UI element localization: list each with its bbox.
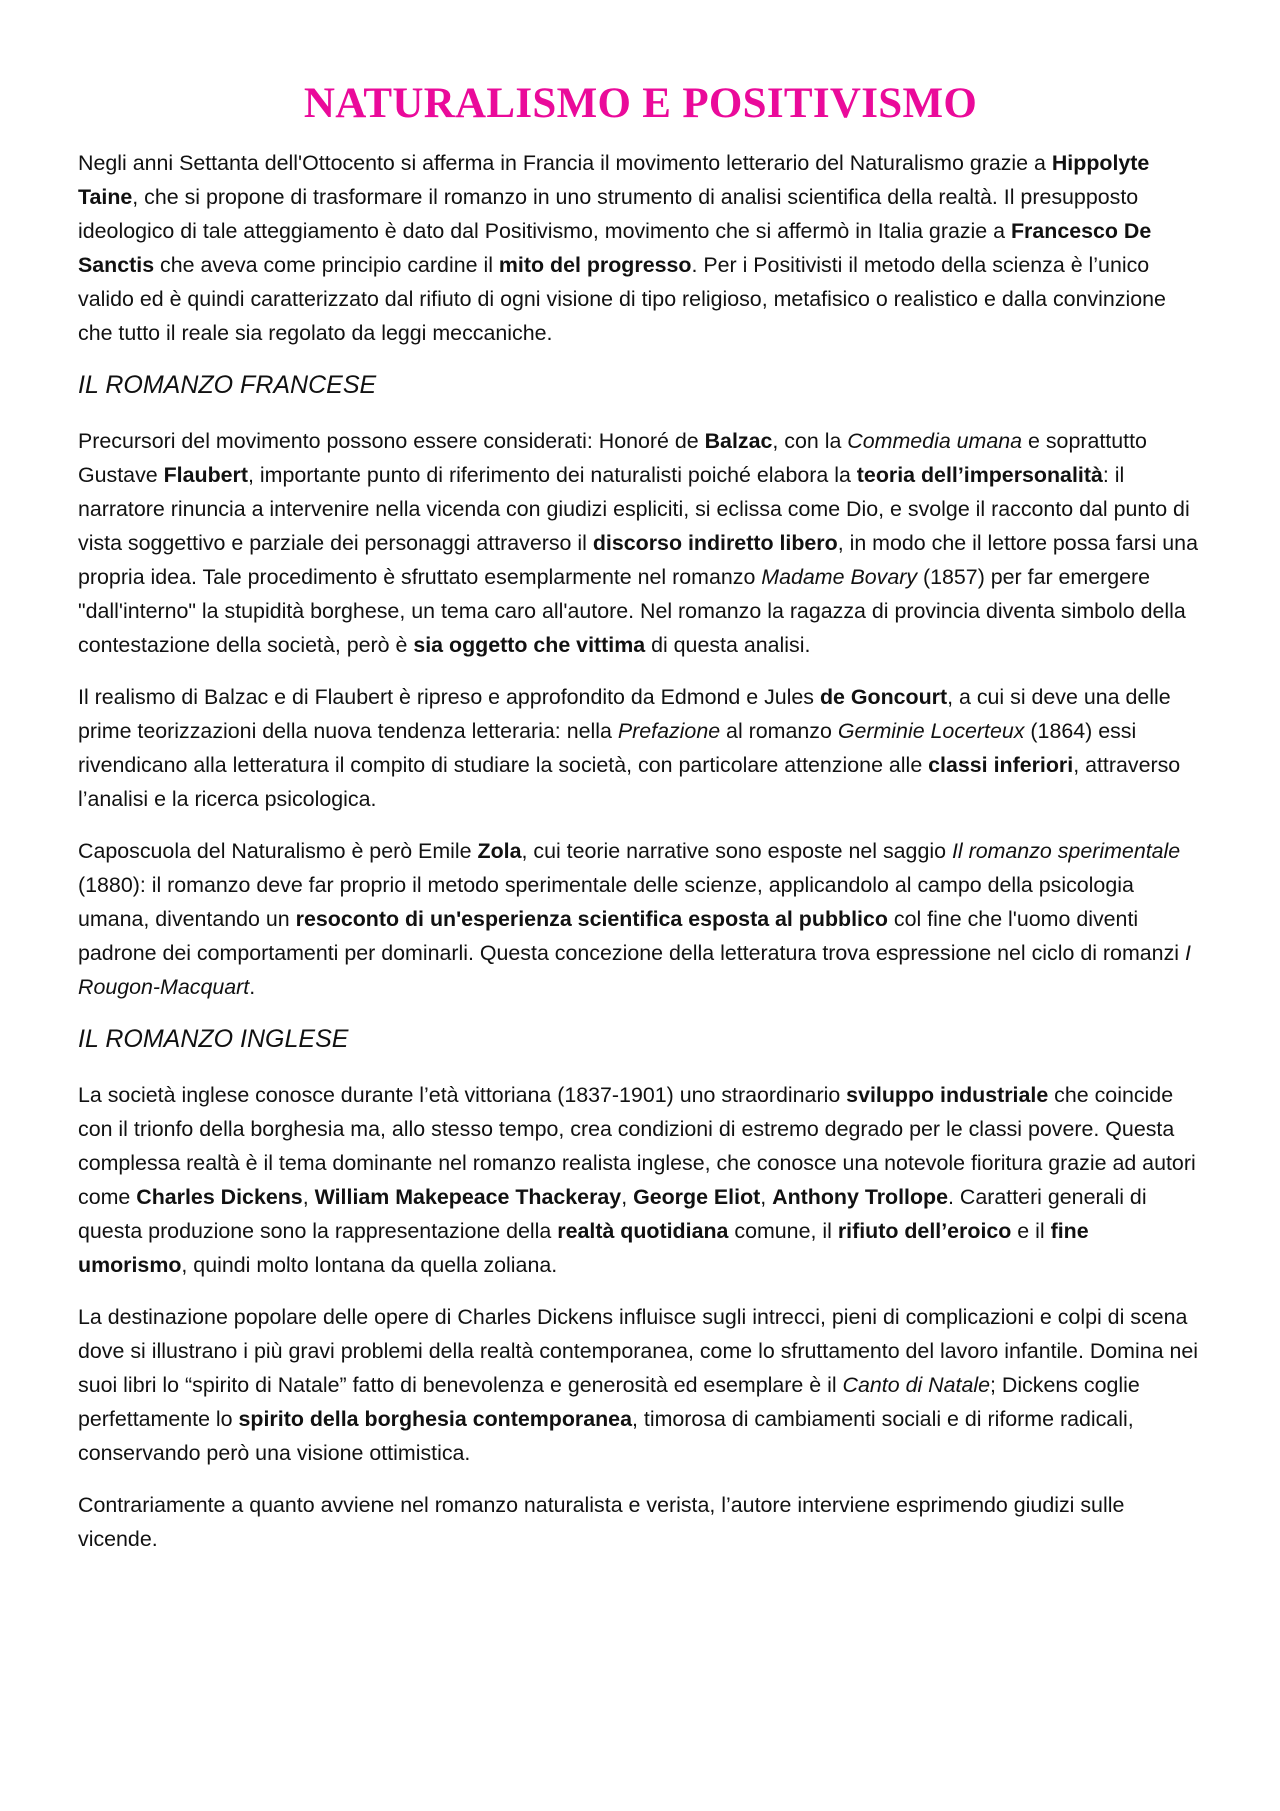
bold-text: resoconto di un'esperienza scientifica esposta al pubblico [295,907,888,931]
text-run: comune, il [728,1219,838,1243]
bold-text: sia oggetto che vittima [413,633,646,657]
italic-text: Germinie Locerteux [837,719,1025,743]
text-run: che coincide con il trionfo della borghesia ma, allo stesso tempo, crea condizioni di estremo degrado per le classi povere. Questa complessa realtà è il tema dominante nel romanzo realista inglese, che conosce una notevole fioritura grazie ad autori come [78,1083,1196,1209]
bold-text: discorso indiretto libero [592,531,838,555]
text-run: , [621,1185,634,1209]
document-title: NATURALISMO E POSITIVISMO [303,80,978,127]
italic-text: Il romanzo sperimentale [951,839,1181,863]
text-run: (1880): il romanzo deve far proprio il metodo sperimentale delle scienze, applicandolo al campo della psicologia umana, diventando un [78,873,1134,931]
paragraph [78,424,1203,662]
section-heading: IL ROMANZO FRANCESE [78,371,377,399]
bold-text: Francesco De Sanctis [78,219,1152,277]
text-run: Contrariamente a quanto avviene nel romanzo naturalista e verista, l’autore interviene esprimendo giudizi sulle vicende. [78,1493,1125,1551]
text-run: , che si propone di trasformare il romanzo in uno strumento di analisi scientifica della realtà. Il presupposto ideologico di tale atteggiamento è dato dal Positivismo, movimento che si affermò in Italia grazie a [78,185,1139,243]
bold-text: rifiuto dell’eroico [837,1219,1012,1243]
italic-text: Prefazione [617,719,721,743]
text-run: , [302,1185,315,1209]
section-heading: IL ROMANZO INGLESE [78,1025,349,1053]
document-body [78,146,1203,1556]
document-page [78,74,1203,1574]
text-run: , quindi molto lontana da quella zoliana. [181,1253,558,1277]
bold-text: sviluppo industriale [846,1083,1049,1107]
text-run: , a cui si deve una delle prime teorizzazioni della nuova tendenza letteraria: nella [78,685,1171,743]
text-run: , attraverso l’analisi e la ricerca psicologica. [78,753,1181,811]
paragraph [78,834,1203,1004]
paragraph [78,1078,1203,1282]
paragraph [78,680,1203,816]
bold-text: Charles Dickens [136,1185,303,1209]
text-run: e il [1011,1219,1051,1243]
text-run: col fine che l'uomo diventi padrone dei comportamenti per dominarli. Questa concezione della letteratura trova espressione nel ciclo di romanzi [78,907,1185,965]
text-run: Caposcuola del Naturalismo è però Emile [78,839,478,863]
bold-text: fine umorismo [78,1219,1089,1277]
bold-text: George Eliot [633,1185,761,1209]
bold-text: de Goncourt [819,685,948,709]
italic-text: I Rougon-Macquart [78,941,1191,999]
bold-text: Hippolyte Taine [78,151,1150,209]
text-run: La destinazione popolare delle opere di Charles Dickens influisce sugli intrecci, pieni di complicazioni e colpi di scena dove si illustrano i più gravi problemi della realtà contemporanea, come lo sfruttamento del lavoro infantile. Domina nei suoi libri lo “spirito di Natale” fatto di benevolenza e generosità ed esemplare è il [78,1305,1199,1397]
text-run: La società inglese conosce durante l’età vittoriana (1837-1901) uno straordinario [78,1083,847,1107]
text-run: : il narratore rinuncia a intervenire nella vicenda con giudizi espliciti, si eclissa come Dio, e svolge il racconto dal punto di vista soggettivo e parziale dei personaggi attraverso il [78,463,1190,555]
text-run: (1857) per far emergere "dall'interno" la stupidità borghese, un tema caro all'autore. Nel romanzo la ragazza di provincia diventa simbolo della contestazione della società, però è [78,565,1186,657]
bold-text: Anthony Trollope [772,1185,949,1209]
bold-text: Zola [477,839,522,863]
text-run: al romanzo [720,719,838,743]
text-run: Il realismo di Balzac e di Flaubert è ripreso e approfondito da Edmond e Jules [78,685,820,709]
italic-text: Commedia umana [847,429,1023,453]
bold-text: teoria dell’impersonalità [856,463,1103,487]
text-run: che aveva come principio cardine il [154,253,499,277]
bold-text: mito del progresso [498,253,692,277]
bold-text: classi inferiori [928,753,1074,777]
text-run: , in modo che il lettore possa farsi una propria idea. Tale procedimento è sfruttato esemplarmente nel romanzo [78,531,1198,589]
text-run: , cui teorie narrative sono esposte nel saggio [521,839,952,863]
text-run: . Caratteri generali di questa produzione sono la rappresentazione della [78,1185,1147,1243]
bold-text: Balzac [704,429,773,453]
text-run: ; Dickens coglie perfettamente lo [78,1373,1140,1431]
italic-text: Madame Bovary [761,565,918,589]
text-run: . [249,975,256,999]
paragraph [78,146,1203,350]
italic-text: Canto di Natale [842,1373,990,1397]
text-run: Negli anni Settanta dell'Ottocento si afferma in Francia il movimento letterario del Naturalismo grazie a [78,151,1052,175]
text-run: , [760,1185,773,1209]
bold-text: Flaubert [163,463,248,487]
text-run: . Per i Positivisti il metodo della scienza è l’unico valido ed è quindi caratterizzato dal rifiuto di ogni visione di tipo religioso, metafisico o realistico e dalla convinzione che tutto il reale sia regolato da leggi meccaniche. [78,253,1166,345]
text-run: , importante punto di riferimento dei naturalisti poiché elabora la [248,463,857,487]
text-run: , timorosa di cambiamenti sociali e di riforme radicali, conservando però una visione ottimistica. [78,1407,1134,1465]
paragraph [78,1488,1203,1556]
text-run: , con la [772,429,848,453]
text-run: e soprattutto Gustave [78,429,1147,487]
bold-text: realtà quotidiana [557,1219,729,1243]
text-run: (1864) essi rivendicano alla letteratura il compito di studiare la società, con particolare attenzione alle [78,719,1137,777]
text-run: Precursori del movimento possono essere considerati: Honoré de [78,429,705,453]
bold-text: spirito della borghesia contemporanea [238,1407,632,1431]
bold-text: William Makepeace Thackeray [314,1185,622,1209]
paragraph [78,1300,1203,1470]
text-run: di questa analisi. [645,633,811,657]
